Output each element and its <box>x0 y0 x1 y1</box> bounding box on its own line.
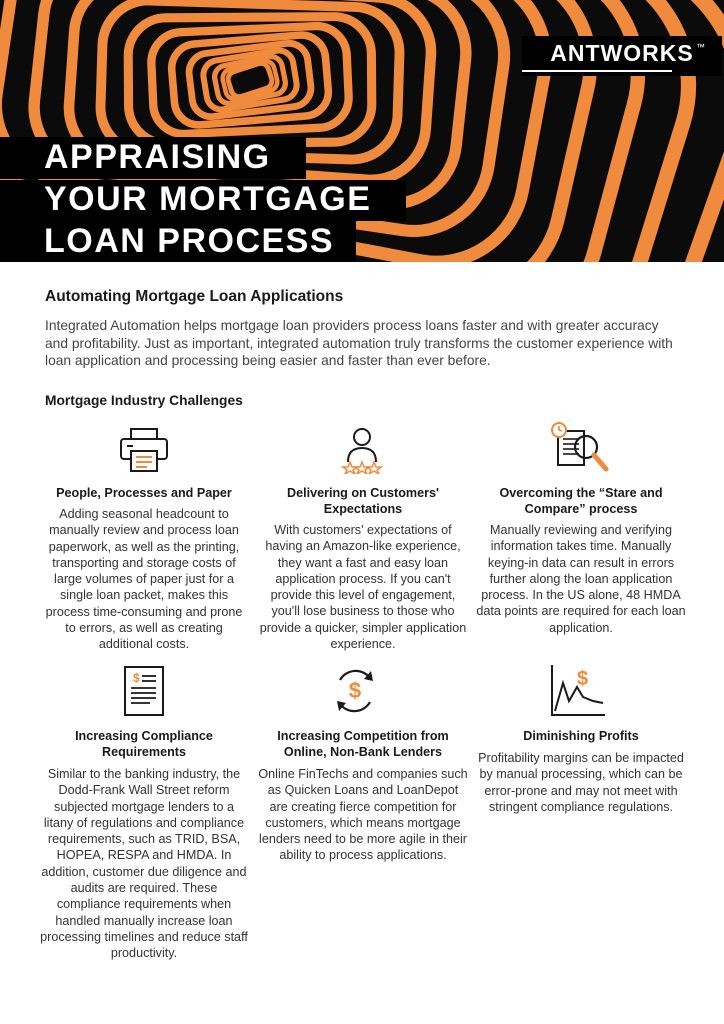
svg-text:$: $ <box>577 668 589 690</box>
challenge-title: Increasing Competition from Online, Non-Bank Lenders <box>277 729 449 759</box>
brand-name: ANTWORKS <box>550 40 694 66</box>
challenge-title: People, Processes and Paper <box>56 486 232 500</box>
svg-text:$: $ <box>133 671 140 685</box>
printer-icon <box>119 427 169 473</box>
challenge-body: Online FinTechs and companies such as Quicken Loans and LoanDepot are creating fierce competition for customers, which means mortgage lenders need to be more agile in their ability to process applications. <box>258 767 468 863</box>
page-title-line-3: LOAN PROCESS <box>44 222 335 260</box>
customer-rating-icon <box>340 426 384 474</box>
svg-text:$: $ <box>348 678 362 703</box>
logo-underline <box>522 70 672 72</box>
challenge-body: Manually reviewing and verifying information takes time. Manually keying-in data can result in errors further along the loan application process. In the US alone, 48 HMDA data points are required for each loan application. <box>476 523 686 635</box>
challenge-title: Increasing Compliance Requirements <box>75 729 213 759</box>
compliance-document-icon <box>122 665 166 717</box>
challenge-body: With customers' expectations of having an Amazon-like experience, they want a fast and easy loan application process. If you can't provide this level of engagement, you'll lose business to those who provide a quicker, simpler application experience. <box>259 523 467 652</box>
intro-paragraph: Integrated Automation helps mortgage loan providers process loans faster and with greater accuracy and profitability. Just as important, integrated automation truly transforms the customer experience with loan application and processing being easier and faster than ever before. <box>45 318 673 368</box>
document-search-icon <box>550 421 612 477</box>
challenge-title: Delivering on Customers' Expectations <box>286 486 440 516</box>
challenges-heading: Mortgage Industry Challenges <box>45 393 243 408</box>
declining-chart-icon <box>549 663 607 717</box>
challenge-title: Overcoming the “Stare and Compare” process <box>499 486 663 516</box>
page-title-line-2: YOUR MORTGAGE <box>44 180 372 218</box>
challenge-title: Diminishing Profits <box>523 729 639 743</box>
page-title-line-1: APPRAISING <box>44 138 271 176</box>
intro-heading: Automating Mortgage Loan Applications <box>45 288 344 305</box>
hero-banner <box>0 0 724 262</box>
dollar-cycle-icon <box>330 666 380 716</box>
challenge-body: Similar to the banking industry, the Dodd-Frank Wall Street reform subjected mortgage lenders to a litany of regulations and compliance requirements, such as TRID, BSA, HOPEA, RESPA and HMDA. In addition, customer due diligence and audits are required. These compliance requirements when handled manually increase loan processing timelines and reduce staff productivity. <box>40 767 248 961</box>
trademark-symbol: ™ <box>696 42 705 52</box>
challenge-body: Adding seasonal headcount to manually review and process loan paperwork, as well as the printing, transporting and storage costs of large volumes of paper just for a single loan packet, makes this process time-consuming and prone to errors, as well as creating additional costs. <box>45 507 243 652</box>
challenge-body: Profitability margins can be impacted by manual processing, which can be error-prone and may not meet with stringent compliance regulations. <box>478 751 684 814</box>
